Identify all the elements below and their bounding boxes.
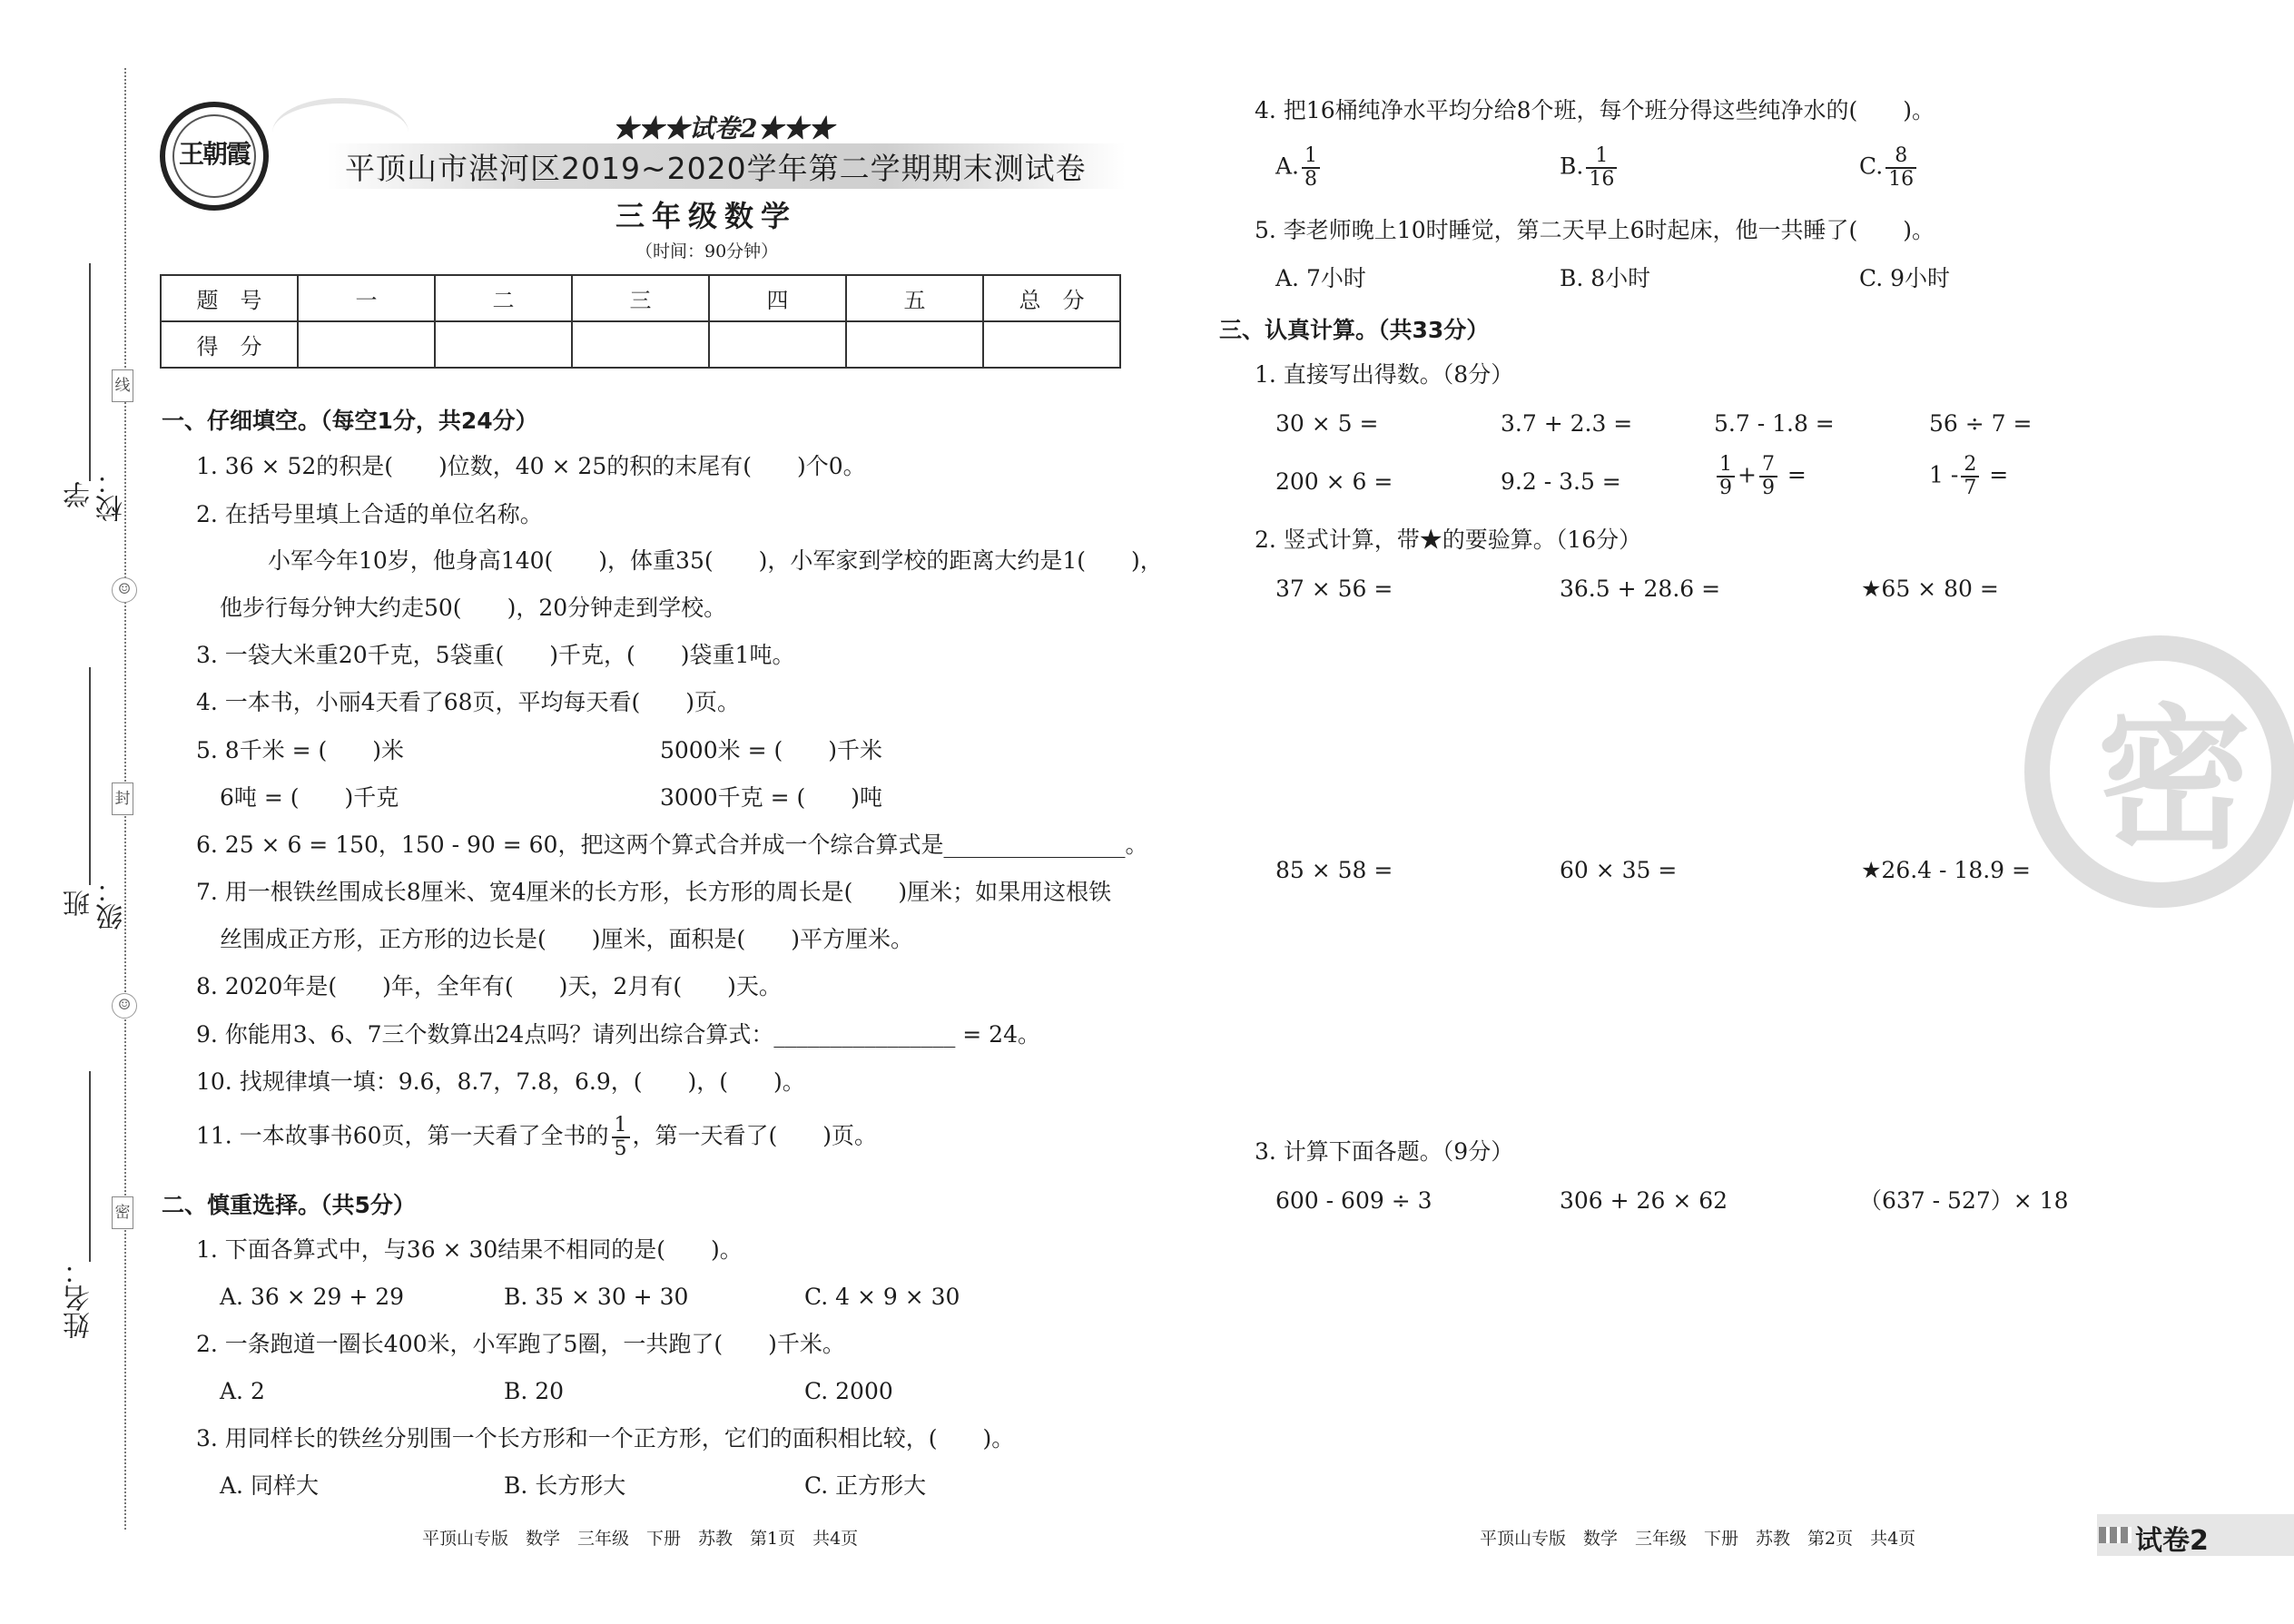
s1-question-2-line1[interactable]: 小军今年10岁，他身高140( )，体重35( )，小军家到学校的距离大约是1( )， — [268, 547, 1163, 574]
s1-question-5c[interactable]: 6吨 = ( )千克 — [220, 784, 399, 811]
score-cell: 得 分 — [161, 321, 298, 368]
s3-p2-item[interactable]: 85 × 58 = — [1275, 857, 1393, 883]
score-table — [160, 274, 1121, 369]
s1-question-5b[interactable]: 5000米 = ( )千米 — [660, 737, 882, 763]
s1-question-2: 2. 在括号里填上合适的单位名称。 — [196, 501, 543, 527]
s3-p1-item[interactable]: 9.2 - 3.5 = — [1501, 468, 1621, 495]
s3-part-2: 2. 竖式计算，带★的要验算。（16分） — [1255, 527, 1642, 553]
class-label: 班级： — [64, 876, 128, 930]
s3-p1-item[interactable]: 5.7 - 1.8 = — [1714, 410, 1835, 437]
s2-q5-option-b[interactable]: B. 8小时 — [1560, 265, 1651, 291]
q11-text-after: ，第一天看了( )页。 — [632, 1122, 878, 1149]
paper-tab-label: 试卷2 — [2135, 1525, 2209, 1557]
score-input-cell[interactable] — [435, 321, 572, 368]
s1-question-11[interactable] — [196, 1115, 877, 1160]
fold-mark-secret: 密 — [112, 1196, 133, 1229]
score-input-cell[interactable] — [846, 321, 983, 368]
exam-time: （时间：90分钟） — [635, 241, 779, 261]
score-input-cell[interactable] — [572, 321, 709, 368]
page-title: 平顶山市湛河区2019~2020学年第二学期期末测试卷 — [345, 151, 1087, 186]
score-cell: 一 — [298, 275, 435, 321]
s3-part-3: 3. 计算下面各题。（9分） — [1255, 1138, 1514, 1165]
s1-question-3[interactable]: 3. 一袋大米重20千克，5袋重( )千克，( )袋重1吨。 — [196, 642, 795, 668]
s2-q2-option-c[interactable]: C. 2000 — [804, 1378, 893, 1404]
brand-name: 王朝霞 — [178, 139, 250, 169]
s2-q3-option-c[interactable]: C. 正方形大 — [804, 1472, 927, 1499]
fold-dot-icon: ☺ — [112, 993, 137, 1019]
score-input-cell[interactable] — [983, 321, 1120, 368]
s3-p3-item[interactable]: （637 - 527）× 18 — [1859, 1187, 2069, 1214]
s2-q3-option-b[interactable]: B. 长方形大 — [504, 1472, 626, 1499]
fold-mark-line: 线 — [112, 369, 133, 402]
school-label: 学校： — [64, 468, 128, 522]
s3-p2-item[interactable]: ★65 × 80 = — [1861, 576, 1999, 602]
s2-q5-option-c[interactable]: C. 9小时 — [1859, 265, 1951, 291]
s3-p1-item[interactable]: 200 × 6 = — [1275, 468, 1393, 495]
fold-dot-icon: ☺ — [112, 577, 137, 603]
s2-question-2: 2. 一条跑道一圈长400米，小军跑了5圈，一共跑了( )千米。 — [196, 1331, 845, 1357]
brand-logo — [160, 102, 269, 211]
s3-p1-fraction-diff[interactable]: 1 - $\frac{2}{7}$ = — [1929, 453, 2009, 499]
section1-heading: 一、仔细填空。（每空1分，共24分） — [162, 408, 538, 434]
seal-glyph: 密 — [2096, 691, 2251, 871]
score-input-cell[interactable] — [298, 321, 435, 368]
name-blank-line[interactable] — [89, 1071, 91, 1262]
score-cell: 二 — [435, 275, 572, 321]
score-cell: 总 分 — [983, 275, 1120, 321]
s2-q1-option-b[interactable]: B. 35 × 30 + 30 — [504, 1284, 689, 1310]
s1-question-9[interactable]: 9. 你能用3、6、7三个数算出24点吗？请列出综合算式：________________ = 24。 — [196, 1021, 1040, 1048]
s2-q4-option-b[interactable]: B. $\frac{1}{16}$ — [1560, 145, 1620, 191]
s1-question-2-line2[interactable]: 他步行每分钟大约走50( )，20分钟走到学校。 — [220, 595, 727, 621]
section3-heading: 三、认真计算。（共33分） — [1219, 317, 1490, 343]
s2-q2-option-b[interactable]: B. 20 — [504, 1378, 565, 1404]
name-label: 姓名： — [64, 1257, 95, 1339]
section2-heading: 二、慎重选择。（共5分） — [162, 1192, 416, 1218]
score-input-cell[interactable] — [709, 321, 846, 368]
s1-question-7-line1[interactable]: 7. 用一根铁丝围成长8厘米、宽4厘米的长方形，长方形的周长是( )厘米；如果用这根铁 — [196, 879, 1112, 905]
score-cell: 题 号 — [161, 275, 298, 321]
s2-question-1: 1. 下面各算式中，与36 × 30结果不相同的是( )。 — [196, 1236, 743, 1263]
s2-question-5: 5. 李老师晚上10时睡觉，第二天早上6时起床，他一共睡了( )。 — [1255, 217, 1935, 243]
s3-p1-item[interactable]: 56 ÷ 7 = — [1929, 410, 2033, 437]
s3-p3-item[interactable]: 600 - 609 ÷ 3 — [1275, 1187, 1433, 1214]
page-subtitle: 三年级数学 — [615, 199, 798, 233]
s3-p1-item[interactable]: 3.7 + 2.3 = — [1501, 410, 1633, 437]
s1-question-7-line2[interactable]: 丝围成正方形，正方形的边长是( )厘米，面积是( )平方厘米。 — [220, 926, 914, 952]
s2-question-4: 4. 把16桶纯净水平均分给8个班，每个班分得这些纯净水的( )。 — [1255, 97, 1935, 123]
s3-p1-item[interactable]: 30 × 5 = — [1275, 410, 1379, 437]
footer-left: 平顶山专版 数学 三年级 下册 苏教 第1页 共4页 — [422, 1529, 859, 1549]
score-cell: 五 — [846, 275, 983, 321]
tab-dots-decoration — [2099, 1527, 2132, 1543]
fold-mark-seal: 封 — [112, 782, 133, 815]
s1-question-4[interactable]: 4. 一本书，小丽4天看了68页，平均每天看( )页。 — [196, 689, 741, 715]
fraction: $\frac{1}{8}$ — [1302, 145, 1320, 191]
s1-question-5a[interactable]: 5. 8千米 = ( )米 — [196, 737, 405, 763]
s2-q1-option-a[interactable]: A. 36 × 29 + 29 — [220, 1284, 405, 1310]
q11-text-before: 11. 一本故事书60页，第一天看了全书的 — [196, 1122, 609, 1149]
class-blank-line[interactable] — [89, 667, 91, 885]
s2-q2-option-a[interactable]: A. 2 — [220, 1378, 265, 1404]
s2-q4-option-a[interactable]: A. $\frac{1}{8}$ — [1275, 145, 1323, 191]
s3-p2-item[interactable]: 36.5 + 28.6 = — [1560, 576, 1721, 602]
s2-q3-option-a[interactable]: A. 同样大 — [220, 1472, 319, 1499]
s1-question-10[interactable]: 10. 找规律填一填：9.6，8.7，7.8，6.9，( )，( )。 — [196, 1068, 805, 1095]
s1-question-1[interactable]: 1. 36 × 52的积是( )位数，40 × 25的积的末尾有( )个0。 — [196, 453, 866, 479]
s1-question-5d[interactable]: 3000千克 = ( )吨 — [660, 784, 882, 811]
school-blank-line[interactable] — [89, 263, 91, 481]
s3-p2-item[interactable]: ★26.4 - 18.9 = — [1861, 857, 2031, 883]
s2-q1-option-c[interactable]: C. 4 × 9 × 30 — [804, 1284, 960, 1310]
q11-fraction: $\frac{1}{5}$ — [612, 1115, 630, 1160]
s2-q5-option-a[interactable]: A. 7小时 — [1275, 265, 1366, 291]
s2-question-3: 3. 用同样长的铁丝分别围一个长方形和一个正方形，它们的面积相比较，( )。 — [196, 1425, 1015, 1452]
s3-part-1: 1. 直接写出得数。（8分） — [1255, 361, 1514, 388]
score-cell: 三 — [572, 275, 709, 321]
s3-p2-item[interactable]: 60 × 35 = — [1560, 857, 1678, 883]
footer-right: 平顶山专版 数学 三年级 下册 苏教 第2页 共4页 — [1480, 1529, 1916, 1549]
paper-badge: ★★★试卷2★★★ — [613, 113, 834, 143]
s1-question-8[interactable]: 8. 2020年是( )年，全年有( )天，2月有( )天。 — [196, 973, 782, 999]
fraction: $\frac{8}{16}$ — [1885, 145, 1916, 191]
s3-p2-item[interactable]: 37 × 56 = — [1275, 576, 1393, 602]
score-table-header-row — [161, 275, 1120, 321]
s2-q4-option-c[interactable]: C. $\frac{8}{16}$ — [1859, 145, 1919, 191]
s3-p1-fraction-sum[interactable]: $\frac{1}{9}$ + $\frac{7}{9}$ = — [1714, 454, 1807, 499]
fraction: $\frac{1}{16}$ — [1586, 145, 1617, 191]
s3-p3-item[interactable]: 306 + 26 × 62 — [1560, 1187, 1728, 1214]
score-table-score-row — [161, 321, 1120, 368]
score-cell: 四 — [709, 275, 846, 321]
s1-question-6[interactable]: 6. 25 × 6 = 150，150 - 90 = 60，把这两个算式合并成一个综合算式是________________。 — [196, 832, 1148, 858]
